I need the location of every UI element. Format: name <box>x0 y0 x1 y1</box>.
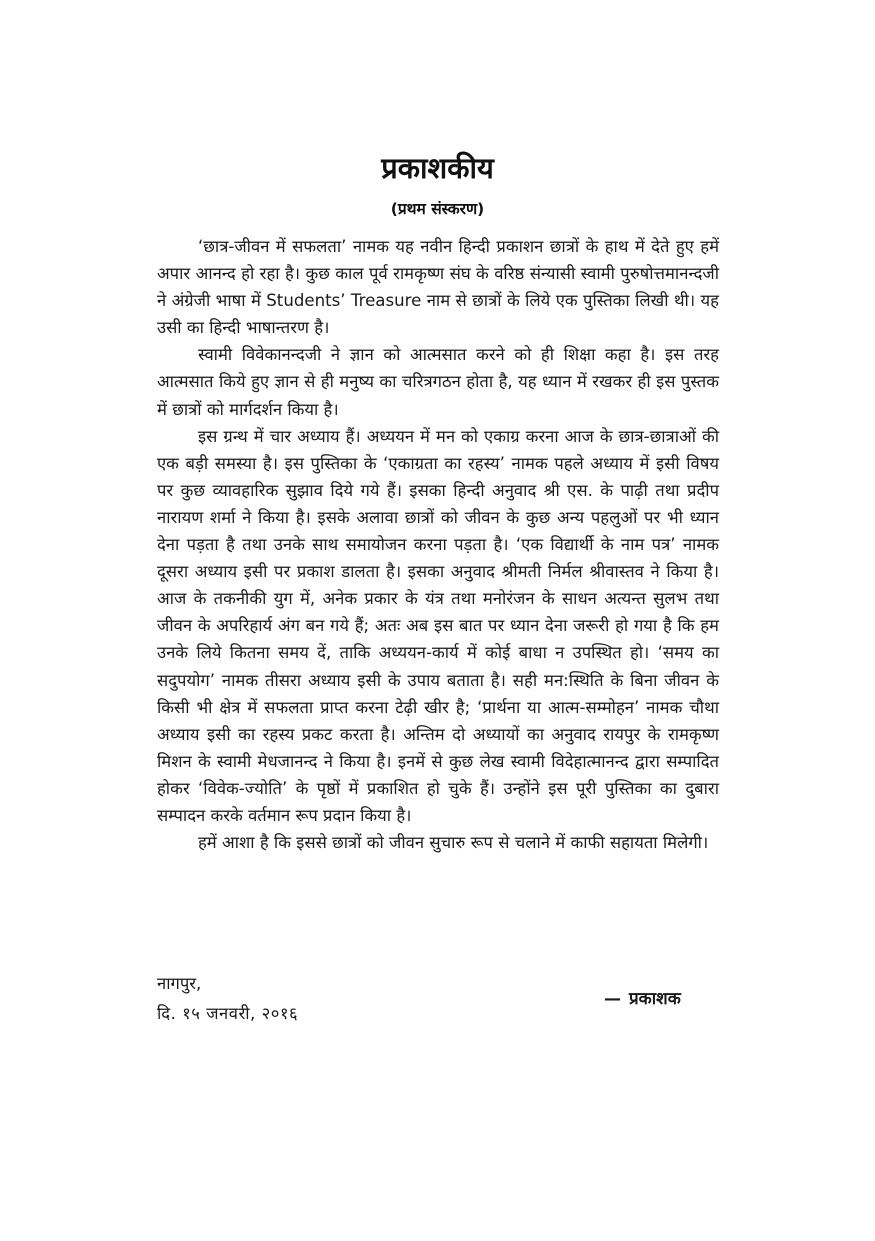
paragraph-1: ‘छात्र-जीवन में सफलता’ नामक यह नवीन हिन्दी प्रकाशन छात्रों के हाथ में देते हुए हमें अपार आनन्द हो रहा है। कुछ काल पूर्व रामकृष्ण संघ के वरिष्ठ संन्यासी स्वामी पुरुषोत्तमानन्दजी ने अंग्रेजी भाषा में Students’ Treasure नाम से छात्रों के लिये एक पुस्तिका लिखी थी। यह उसी का हिन्दी भाषान्तरण है। <box>157 237 719 338</box>
page-subtitle: (प्रथम संस्करण) <box>390 200 485 218</box>
closing-place: नागपुर, <box>157 974 202 993</box>
paragraph-4: हमें आशा है कि इससे छात्रों को जीवन सुचारु रूप से चलाने में काफी सहायता मिलेगी। <box>198 833 709 853</box>
signature-text: प्रकाशक <box>629 989 681 1009</box>
signature-dash: — <box>604 989 621 1009</box>
paragraph-3: इस ग्रन्थ में चार अध्याय हैं। अध्ययन में मन को एकाग्र करना आज के छात्र-छात्राओं की एक बड़ी समस्या है। इस पुस्तिका के ‘एकाग्रता का रहस्य’ नामक पहले अध्याय में इसी विषय पर कुछ व्यावहारिक सुझाव दिये गये हैं। इसका हिन्दी अनुवाद श्री एस. के पाढ़ी तथा प्रदीप नारायण शर्मा ने किया है। इसके अलावा छात्रों को जीवन के कुछ अन्य पहलुओं पर भी ध्यान देना पड़ता है तथा उनके साथ समायोजन करना पड़ता है। ‘एक विद्यार्थी के नाम पत्र’ नामक दूसरा अध्याय इसी पर प्रकाश डालता है। इसका अनुवाद श्रीमती निर्मल श्रीवास्तव ने किया है। आज के तकनीकी युग में, अनेक प्रकार के यंत्र तथा मनोरंजन के साधन अत्यन्त सुलभ तथा जीवन के अपरिहार्य अंग बन गये हैं; अतः अब इस बात पर ध्यान देना जरूरी हो गया है कि हम उनके लिये कितना समय दें, ताकि अध्ययन-कार्य में कोई बाधा न उपस्थित हो। ‘समय का सदुपयोग’ नामक तीसरा अध्याय इसी के उपाय बताता है। सही मन:स्थिति के बिना जीवन के किसी भी क्षेत्र में सफलता प्राप्त करना टेढ़ी खीर है; ‘प्रार्थना या आत्म-सम्मोहन’ नामक चौथा अध्याय इसी का रहस्य प्रकट करता है। अन्तिम दो अध्यायों का अनुवाद रायपुर के रामकृष्ण मिशन के स्वामी मेधजानन्द ने किया है। इनमें से कुछ लेख स्वामी विदेहात्मानन्द द्वारा सम्पादित होकर ‘विवेक-ज्योति’ के पृष्ठों में प्रकाशित हो चुके हैं। उन्होंने इस पूरी पुस्तिका का दुबारा सम्पादन करके वर्तमान रूप प्रदान किया है। <box>157 426 719 825</box>
signature-block <box>604 985 681 1013</box>
page-title: प्रकाशकीय <box>381 151 494 185</box>
body-text <box>157 233 719 856</box>
closing-date: दि. १५ जनवरी, २०१६ <box>157 1004 299 1023</box>
paragraph-2: स्वामी विवेकानन्दजी ने ज्ञान को आत्मसात करने को ही शिक्षा कहा है। इस तरह आत्मसात किये हुए ज्ञान से ही मनुष्य का चरित्रगठन होता है, यह ध्यान में रखकर ही इस पुस्तक में छात्रों को मार्गदर्शन किया है। <box>157 345 719 419</box>
